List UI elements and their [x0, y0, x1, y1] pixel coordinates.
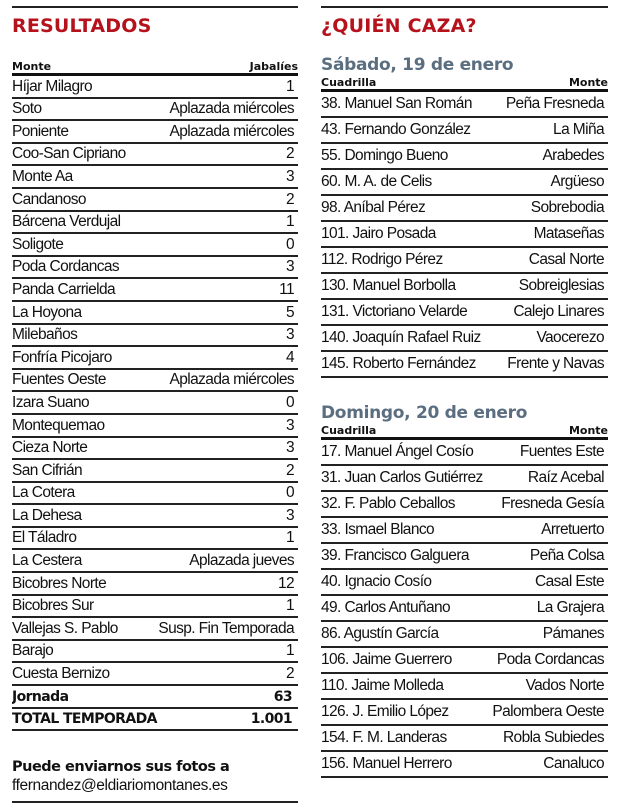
- top-rule: [321, 6, 608, 8]
- monte-name: La Hoyona: [12, 303, 82, 321]
- table-row: [321, 144, 608, 170]
- footer-email[interactable]: ffernandez@eldiariomontanes.es: [12, 777, 228, 795]
- monte-name: Soligote: [12, 235, 64, 253]
- monte-name: Izara Suano: [12, 393, 89, 411]
- monte-name: Pámanes: [542, 625, 604, 642]
- monte-name: Bicobres Norte: [12, 574, 107, 592]
- header-monte: Monte: [568, 76, 608, 89]
- table-row: [321, 196, 608, 222]
- resultados-table-header: [12, 60, 298, 76]
- resultados-title: RESULTADOS: [12, 15, 152, 37]
- monte-name: Vallejas S. Pablo: [12, 619, 118, 637]
- cuadrilla-name: 39. Francisco Galguera: [321, 547, 469, 564]
- jabalies-value: 1: [285, 597, 294, 615]
- jabalies-value: 3: [285, 506, 294, 524]
- header-cuadrilla: Cuadrilla: [321, 76, 377, 89]
- cuadrilla-name: 31. Juan Carlos Gutiérrez: [321, 469, 483, 486]
- table-row: [321, 622, 608, 648]
- monte-name: Híjar Milagro: [12, 77, 93, 95]
- table-row: [12, 189, 298, 212]
- table-row: [321, 440, 608, 466]
- resultados-table-body: [12, 76, 298, 686]
- cuadrilla-name: 140. Joaquín Rafael Ruiz: [321, 329, 481, 346]
- monte-name: La Miña: [553, 121, 604, 138]
- table-row: [12, 460, 298, 483]
- table-row: [12, 76, 298, 99]
- monte-name: Fuentes Este: [519, 443, 604, 460]
- table-row: [12, 279, 298, 302]
- jornada-row: [12, 686, 298, 709]
- table-row: [12, 618, 298, 641]
- cuadrilla-name: 17. Manuel Ángel Cosío: [321, 443, 474, 460]
- table-row: [321, 570, 608, 596]
- monte-name: Mataseñas: [533, 225, 604, 242]
- table-row: [12, 550, 298, 573]
- jabalies-value: 0: [285, 235, 294, 253]
- cuadrilla-name: 156. Manuel Herrero: [321, 755, 452, 772]
- monte-name: Barajo: [12, 642, 54, 660]
- jabalies-value: 1: [285, 213, 294, 231]
- monte-name: Poda Cordancas: [12, 258, 120, 276]
- table-row: [12, 144, 298, 167]
- quien-caza-panel: [321, 0, 608, 778]
- jabalies-value: Susp. Fin Temporada: [158, 619, 294, 637]
- monte-name: Peña Fresneda: [505, 95, 604, 112]
- cuadrilla-name: 106. Jaime Guerrero: [321, 651, 452, 668]
- table-row: [321, 466, 608, 492]
- jabalies-value: 2: [285, 461, 294, 479]
- jabalies-value: 1: [285, 529, 294, 547]
- table-row: [321, 248, 608, 274]
- table-row: [321, 726, 608, 752]
- table-row: [12, 505, 298, 528]
- footer-line1: Puede enviarnos sus fotos a: [12, 759, 230, 776]
- cuadrilla-name: 110. Jaime Molleda: [321, 677, 444, 694]
- table-row: [321, 674, 608, 700]
- cuadrilla-name: 112. Rodrigo Pérez: [321, 251, 443, 268]
- table-row: [321, 274, 608, 300]
- monte-name: Fresneda Gesía: [501, 495, 604, 512]
- monte-name: Monte Aa: [12, 167, 73, 185]
- header-jabalies: Jabalíes: [249, 60, 298, 73]
- footer-note: [12, 759, 298, 803]
- footer-rule: [12, 801, 298, 803]
- cuadrilla-name: 130. Manuel Borbolla: [321, 277, 456, 294]
- monte-name: Bárcena Verdujal: [12, 213, 121, 231]
- monte-name: Candanoso: [12, 190, 86, 208]
- table-row: [321, 326, 608, 352]
- table-row: [12, 663, 298, 686]
- total-label: TOTAL TEMPORADA: [12, 711, 157, 728]
- table-row: [321, 700, 608, 726]
- monte-name: Milebaños: [12, 326, 78, 344]
- cuadrilla-name: 33. Ismael Blanco: [321, 521, 435, 538]
- monte-name: Cieza Norte: [12, 439, 88, 457]
- jabalies-value: 12: [277, 574, 294, 592]
- table-row: [12, 573, 298, 596]
- table-row: [12, 483, 298, 506]
- jornada-value: 63: [273, 688, 292, 705]
- table-row: [12, 528, 298, 551]
- jornada-label: Jornada: [12, 688, 69, 705]
- monte-name: Fuentes Oeste: [12, 371, 106, 389]
- monte-name: Casal Este: [535, 573, 604, 590]
- cuadrilla-name: 60. M. A. de Celis: [321, 173, 432, 190]
- monte-name: Poniente: [12, 122, 69, 140]
- jabalies-value: 2: [285, 665, 294, 683]
- day-heading: Sábado, 19 de enero: [321, 55, 514, 75]
- monte-name: Robla Subiedes: [502, 729, 604, 746]
- jabalies-value: 3: [285, 326, 294, 344]
- cuadrilla-name: 55. Domingo Bueno: [321, 147, 448, 164]
- cuadrilla-name: 38. Manuel San Román: [321, 95, 472, 112]
- day-table-header: [321, 424, 608, 440]
- quien-caza-title: ¿QUIÉN CAZA?: [321, 15, 477, 37]
- jabalies-value: 11: [279, 280, 294, 298]
- cuadrilla-name: 43. Fernando González: [321, 121, 471, 138]
- header-monte: Monte: [12, 60, 52, 73]
- jabalies-value: 4: [285, 348, 294, 366]
- monte-name: Peña Colsa: [529, 547, 604, 564]
- day-table-header: [321, 76, 608, 92]
- cuadrilla-name: 101. Jairo Posada: [321, 225, 436, 242]
- table-row: [12, 392, 298, 415]
- monte-name: Bicobres Sur: [12, 597, 94, 615]
- cuadrilla-name: 98. Aníbal Pérez: [321, 199, 426, 216]
- jabalies-value: 0: [285, 393, 294, 411]
- days-container: [321, 38, 608, 778]
- cuadrilla-name: 131. Victoriano Velarde: [321, 303, 468, 320]
- jabalies-value: 5: [285, 303, 294, 321]
- jabalies-value: Aplazada jueves: [189, 552, 294, 570]
- table-row: [12, 212, 298, 235]
- table-row: [321, 222, 608, 248]
- table-row: [12, 415, 298, 438]
- table-row: [12, 325, 298, 348]
- table-row: [321, 648, 608, 674]
- table-row: [12, 166, 298, 189]
- cuadrilla-name: 49. Carlos Antuñano: [321, 599, 451, 616]
- monte-name: Raíz Acebal: [527, 469, 604, 486]
- table-row: [12, 257, 298, 280]
- table-row: [12, 641, 298, 664]
- monte-name: Calejo Linares: [513, 303, 604, 320]
- table-row: [321, 170, 608, 196]
- cuadrilla-name: 32. F. Pablo Ceballos: [321, 495, 455, 512]
- monte-name: La Cotera: [12, 484, 75, 502]
- jabalies-value: 2: [285, 145, 294, 163]
- table-row: [12, 121, 298, 144]
- cuadrilla-name: 126. J. Emilio López: [321, 703, 449, 720]
- monte-name: La Grajera: [536, 599, 604, 616]
- table-row: [321, 118, 608, 144]
- monte-name: Vaocerezo: [536, 329, 604, 346]
- total-value: 1.001: [250, 711, 292, 728]
- table-row: [321, 92, 608, 118]
- table-row: [321, 596, 608, 622]
- cuadrilla-name: 40. Ignacio Cosío: [321, 573, 432, 590]
- header-monte: Monte: [568, 424, 608, 437]
- monte-name: Poda Cordancas: [496, 651, 604, 668]
- monte-name: Frente y Navas: [507, 355, 604, 372]
- monte-name: San Cifrián: [12, 461, 83, 479]
- jabalies-value: 0: [285, 484, 294, 502]
- monte-name: Fonfría Picojaro: [12, 348, 112, 366]
- monte-name: Montequemao: [12, 416, 105, 434]
- monte-name: Palombera Oeste: [492, 703, 604, 720]
- cuadrilla-name: 154. F. M. Landeras: [321, 729, 447, 746]
- jabalies-value: 3: [285, 416, 294, 434]
- resultados-panel: [12, 0, 298, 803]
- monte-name: La Dehesa: [12, 506, 82, 524]
- jabalies-value: 3: [285, 258, 294, 276]
- monte-name: Sobrebodia: [530, 199, 604, 216]
- jabalies-value: Aplazada miércoles: [169, 100, 294, 118]
- monte-name: Canaluco: [543, 755, 604, 772]
- jabalies-value: 3: [285, 439, 294, 457]
- jabalies-value: 2: [285, 190, 294, 208]
- monte-name: Sobreiglesias: [518, 277, 604, 294]
- monte-name: Soto: [12, 100, 42, 118]
- monte-name: El Táladro: [12, 529, 77, 547]
- table-row: [321, 752, 608, 778]
- monte-name: Arabedes: [542, 147, 604, 164]
- jabalies-value: 3: [285, 167, 294, 185]
- table-row: [12, 99, 298, 122]
- table-row: [12, 370, 298, 393]
- table-row: [321, 492, 608, 518]
- monte-name: Coo-San Cipriano: [12, 145, 126, 163]
- monte-name: Argüeso: [550, 173, 604, 190]
- table-row: [12, 438, 298, 461]
- jabalies-value: 1: [285, 642, 294, 660]
- top-rule: [12, 6, 298, 8]
- table-row: [321, 544, 608, 570]
- monte-name: Casal Norte: [528, 251, 604, 268]
- cuadrilla-name: 86. Agustín García: [321, 625, 439, 642]
- monte-name: Panda Carrielda: [12, 280, 116, 298]
- table-row: [321, 300, 608, 326]
- total-row: [12, 709, 298, 732]
- jabalies-value: Aplazada miércoles: [169, 371, 294, 389]
- table-row: [321, 352, 608, 378]
- table-row: [321, 518, 608, 544]
- monte-name: La Cestera: [12, 552, 82, 570]
- jabalies-value: Aplazada miércoles: [169, 122, 294, 140]
- monte-name: Vados Norte: [525, 677, 604, 694]
- monte-name: Cuesta Bernizo: [12, 665, 110, 683]
- table-row: [12, 596, 298, 619]
- day-heading: Domingo, 20 de enero: [321, 403, 528, 423]
- table-row: [12, 302, 298, 325]
- header-cuadrilla: Cuadrilla: [321, 424, 377, 437]
- cuadrilla-name: 145. Roberto Fernández: [321, 355, 476, 372]
- jabalies-value: 1: [285, 77, 294, 95]
- monte-name: Arretuerto: [541, 521, 604, 538]
- table-row: [12, 347, 298, 370]
- table-row: [12, 234, 298, 257]
